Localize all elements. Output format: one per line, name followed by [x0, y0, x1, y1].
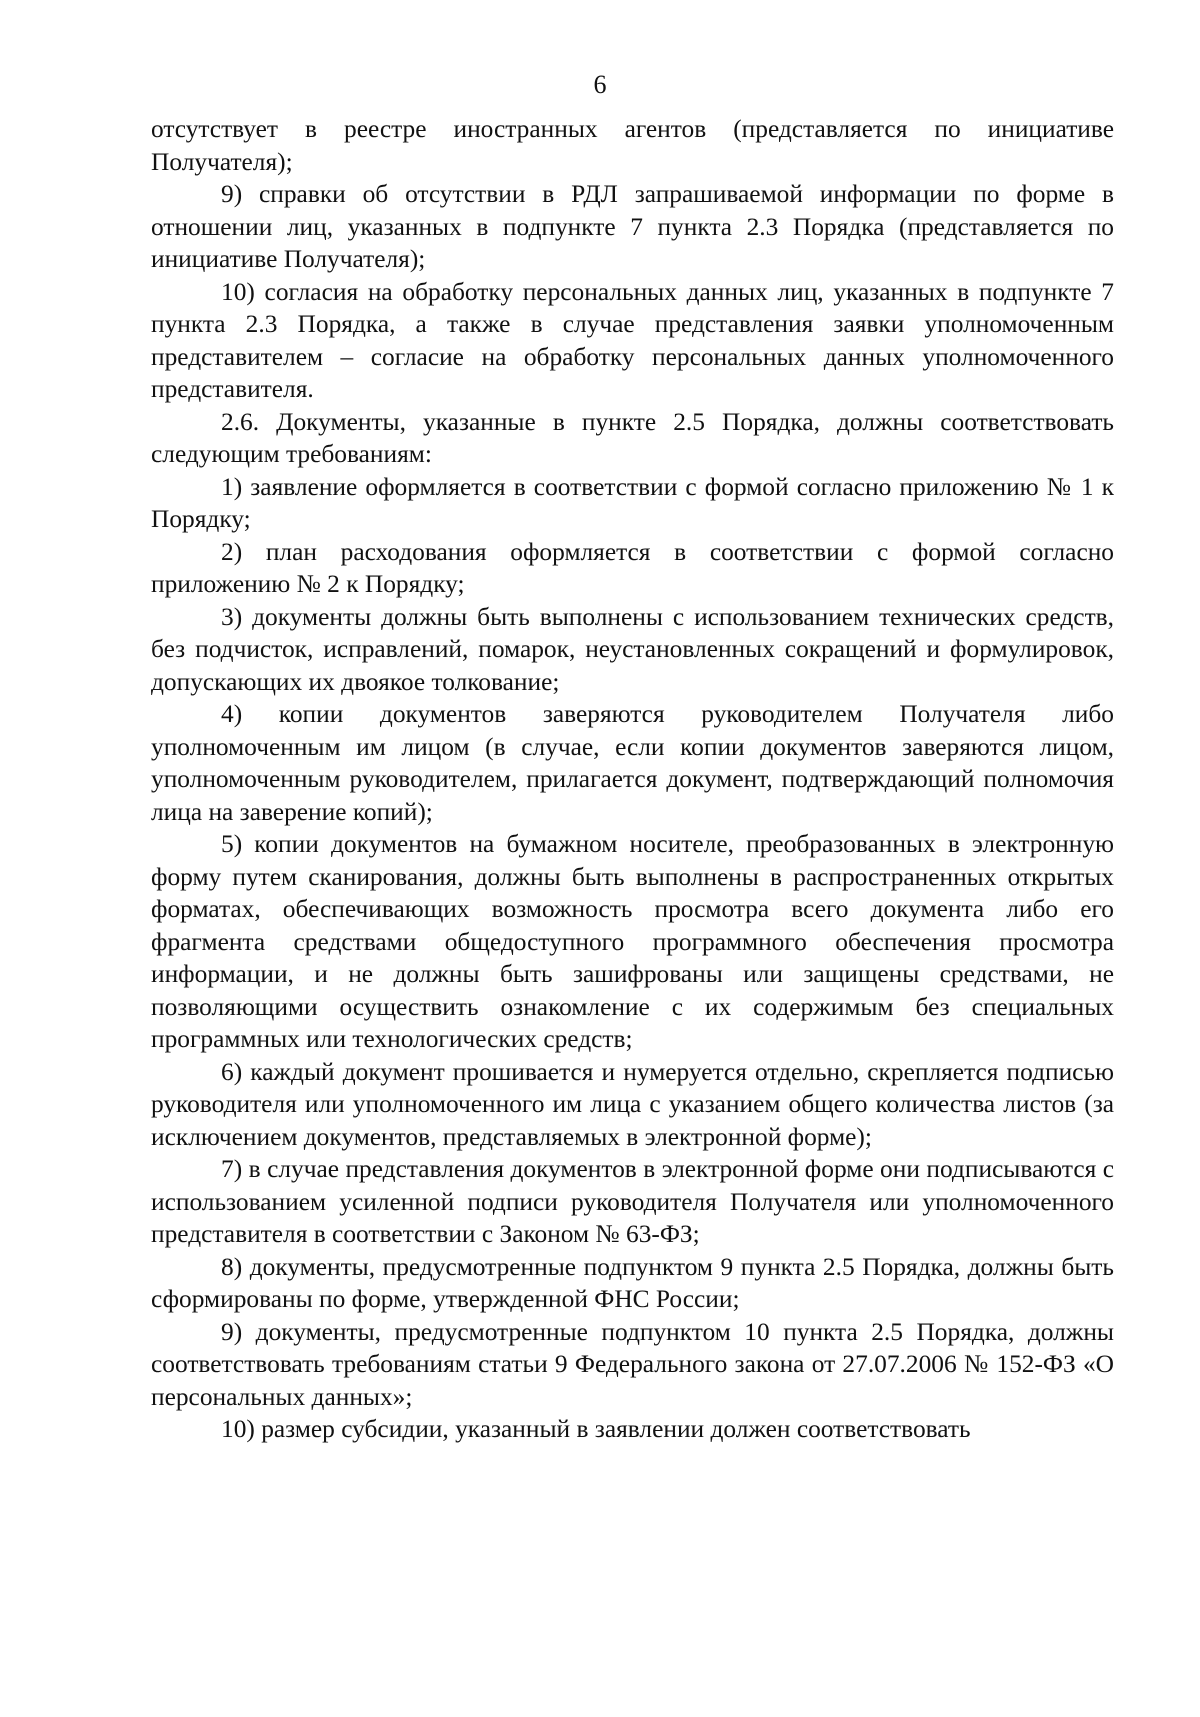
paragraph-requirement-5: 5) копии документов на бумажном носителе, преобразованных в электронную форму путем сканирования, должны быть выполнены в распространенных открытых форматах, обеспечивающих возможность просмотра всего документа либо его фрагмента средствами общедоступного программного обеспечения просмотра информации, и не должны быть зашифрованы или защищены средствами, не позволяющими осуществить ознакомление с их содержимым без специальных программных или технологических средств;: [151, 830, 1114, 1053]
paragraph-requirement-6: 6) каждый документ прошивается и нумеруется отдельно, скрепляется подписью руководителя или уполномоченного им лица с указанием общего количества листов (за исключением документов, представляемых в электронной форме);: [151, 1057, 1114, 1151]
paragraph-requirement-1: 1) заявление оформляется в соответствии с формой согласно приложению № 1 к Порядку;: [151, 472, 1114, 533]
paragraph-item-10-personal-data-consent: 10) согласия на обработку персональных данных лиц, указанных в подпункте 7 пункта 2.3 Порядка, а также в случае представления заявки уполномоченным представителем – согласие на обработку персональных данных уполномоченного представителя.: [151, 277, 1114, 403]
paragraph-requirement-7: 7) в случае представления документов в электронной форме они подписываются с использованием усиленной подписи руководителя Получателя или уполномоченного представителя в соответствии с Законом № 63-ФЗ;: [151, 1155, 1114, 1248]
paragraph-requirement-8: 8) документы, предусмотренные подпунктом 9 пункта 2.5 Порядка, должны быть сформированы по форме, утвержденной ФНС России;: [151, 1252, 1114, 1313]
paragraph-requirement-3: 3) документы должны быть выполнены с использованием технических средств, без подчисток, исправлений, помарок, неустановленных сокращений и формулировок, допускающих их двоякое толкование;: [151, 602, 1114, 696]
paragraph-requirement-4: 4) копии документов заверяются руководителем Получателя либо уполномоченным им лицом (в случае, если копии документов заверяются лицом, уполномоченным руководителем, прилагается документ, подтверждающий полномочия лица на заверение копий);: [151, 700, 1114, 826]
paragraph-requirement-10: 10) размер субсидии, указанный в заявлении должен соответствовать: [221, 1415, 971, 1443]
page-number: 6: [593, 70, 607, 99]
paragraph-continuation: отсутствует в реестре иностранных агентов (представляется по инициативе Получателя);: [151, 115, 1114, 176]
paragraph-item-9-rdl-certificates: 9) справки об отсутствии в РДЛ запрашиваемой информации по форме в отношении лиц, указанных в подпункте 7 пункта 2.3 Порядка (представляется по инициативе Получателя);: [151, 180, 1114, 273]
paragraph-requirement-9: 9) документы, предусмотренные подпунктом 10 пункта 2.5 Порядка, должны соответствовать требованиям статьи 9 Федерального закона от 27.07.2006 № 152-ФЗ «О персональных данных»;: [151, 1317, 1114, 1411]
paragraph-clause-2-6: 2.6. Документы, указанные в пункте 2.5 Порядка, должны соответствовать следующим требованиям:: [151, 407, 1114, 468]
paragraph-requirement-2: 2) план расходования оформляется в соответствии с формой согласно приложению № 2 к Порядку;: [151, 537, 1114, 598]
document-body: [151, 113, 1114, 1446]
